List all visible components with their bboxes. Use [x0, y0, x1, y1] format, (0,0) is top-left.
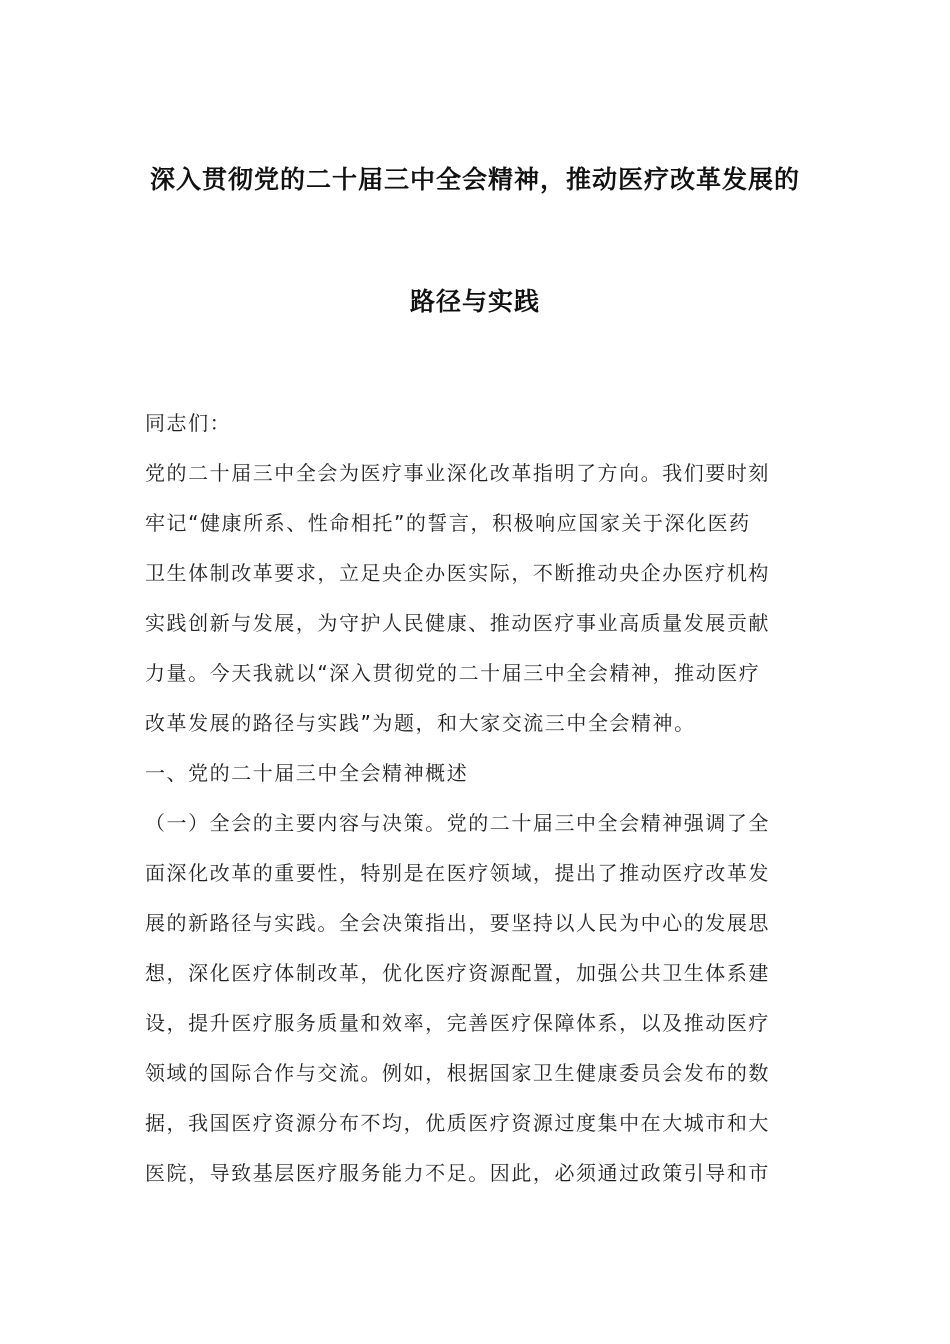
body-line: 牢记“健康所系、性命相托”的誓言，积极响应国家关于深化医药	[145, 511, 751, 535]
salutation: 同志们：	[145, 411, 232, 435]
body-line: 力量。今天我就以“深入贯彻党的二十届三中全会精神，推动医疗	[145, 661, 761, 685]
body-line: （一）全会的主要内容与决策。党的二十届三中全会精神强调了全	[145, 811, 770, 835]
body-line: 党的二十届三中全会为医疗事业深化改革指明了方向。我们要时刻	[145, 461, 770, 485]
section-heading: 一、党的二十届三中全会精神概述	[145, 761, 469, 785]
body-line: 领域的国际合作与交流。例如，根据国家卫生健康委员会发布的数	[145, 1061, 770, 1085]
body-line: 想，深化医疗体制改革，优化医疗资源配置，加强公共卫生体系建	[145, 961, 770, 985]
body-line: 据，我国医疗资源分布不均，优质医疗资源过度集中在大城市和大	[145, 1111, 770, 1135]
body-line: 实践创新与发展，为守护人民健康、推动医疗事业高质量发展贡献	[145, 611, 770, 635]
body-line: 展的新路径与实践。全会决策指出，要坚持以人民为中心的发展思	[145, 911, 770, 935]
body-line: 改革发展的路径与实践”为题，和大家交流三中全会精神。	[145, 711, 696, 735]
body-line: 面深化改革的重要性，特别是在医疗领域，提出了推动医疗改革发	[145, 861, 770, 885]
body-line: 设，提升医疗服务质量和效率，完善医疗保障体系，以及推动医疗	[145, 1011, 770, 1035]
document-title-line-2: 路径与实践	[409, 287, 540, 316]
document-body	[145, 398, 815, 1198]
body-line: 医院，导致基层医疗服务能力不足。因此，必须通过政策引导和市	[145, 1161, 770, 1185]
document-title-line-1: 深入贯彻党的二十届三中全会精神，推动医疗改革发展的	[149, 165, 800, 194]
body-line: 卫生体制改革要求，立足央企办医实际，不断推动央企办医疗机构	[145, 561, 770, 585]
